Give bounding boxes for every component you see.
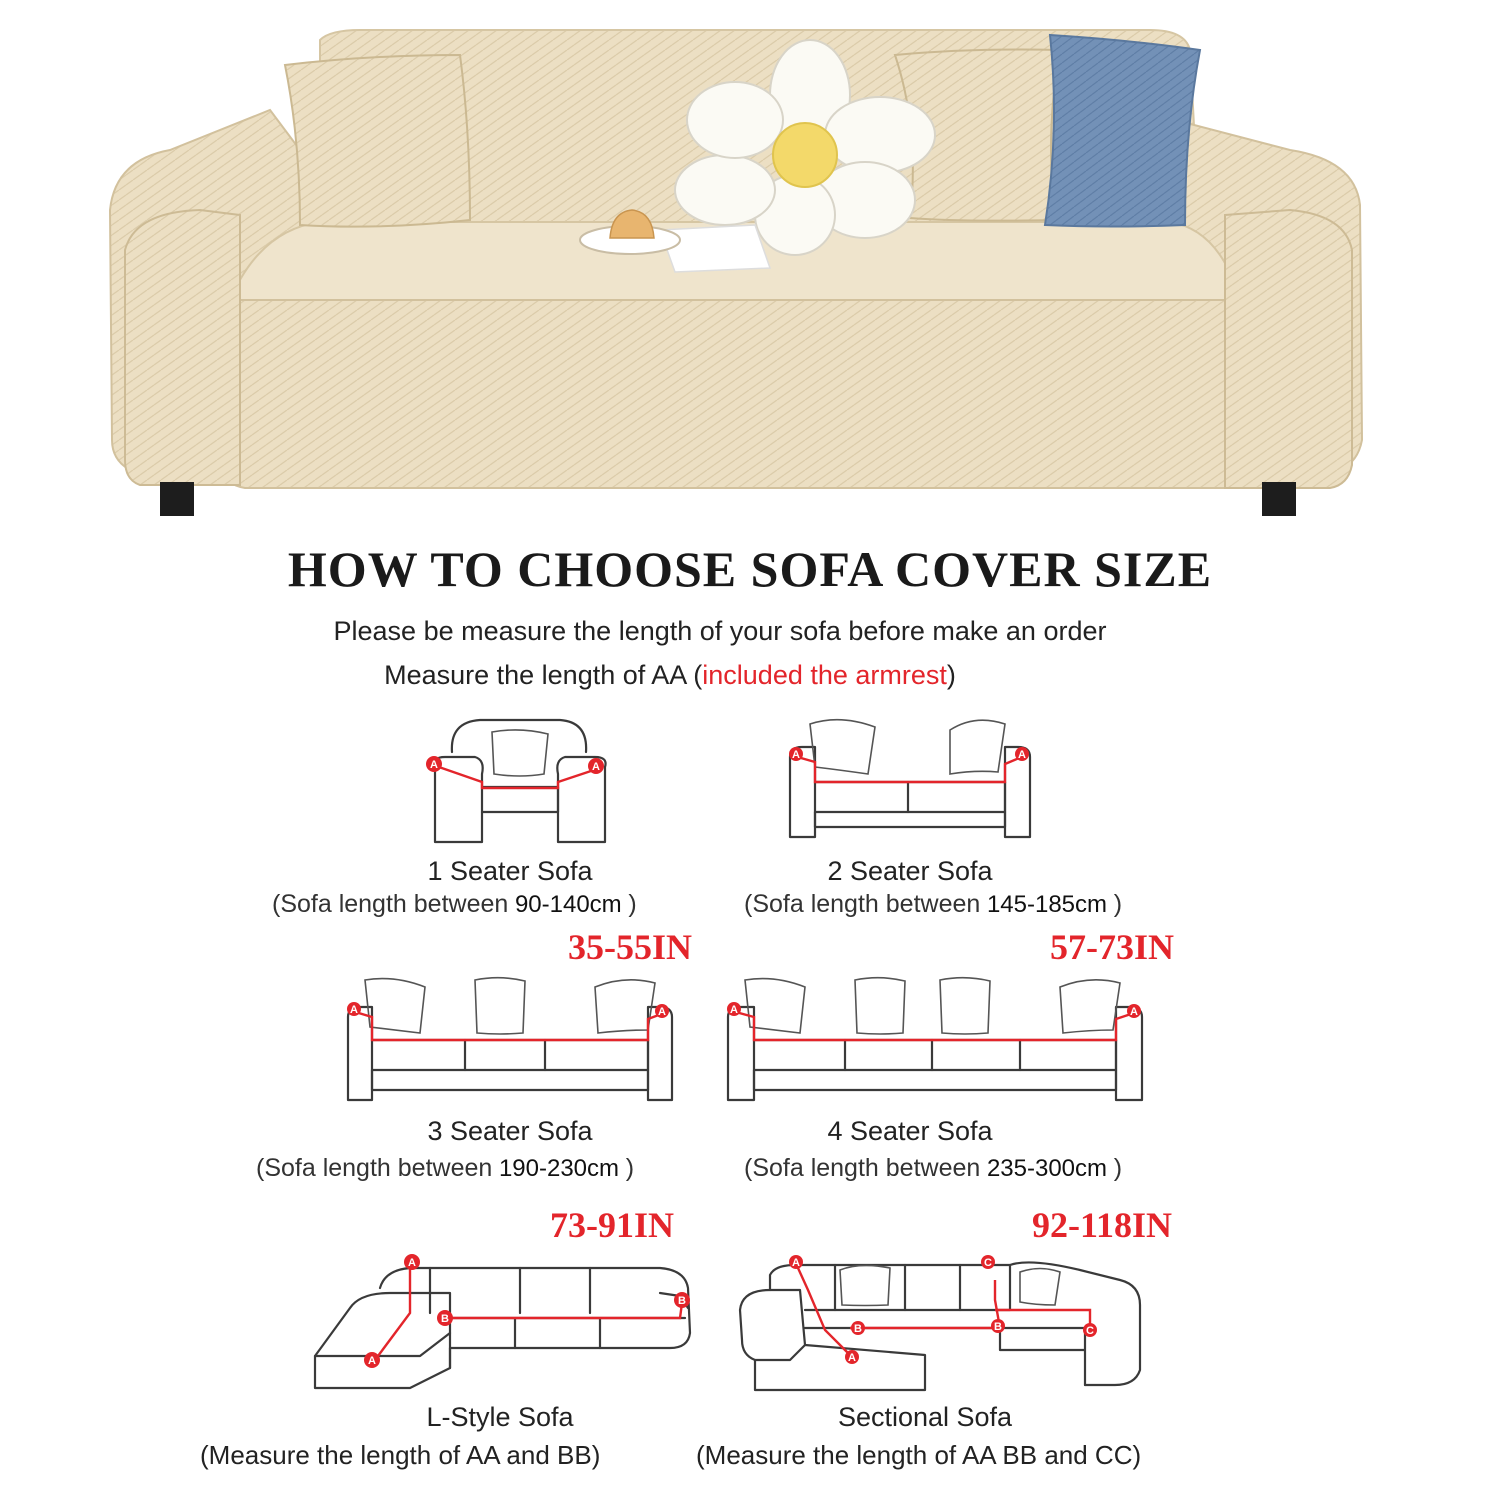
svg-text:C: C — [984, 1257, 992, 1269]
sectional-diagram — [730, 1250, 1150, 1400]
one-seater-range-prefix: (Sofa length between — [272, 890, 509, 918]
svg-text:B: B — [994, 1321, 1002, 1333]
marker-a-left — [789, 747, 803, 761]
measure-suffix: ) — [946, 660, 956, 690]
svg-text:A: A — [430, 759, 438, 771]
svg-text:A: A — [368, 1355, 376, 1367]
two-seater-range — [744, 890, 1122, 919]
svg-text:C: C — [1086, 1325, 1094, 1337]
marker-a-top — [404, 1254, 420, 1270]
two-seater-inches: 57-73IN — [1050, 927, 1174, 967]
one-seater-range-cm: 90-140cm — [514, 891, 622, 918]
one-seater-range-suffix: ) — [628, 890, 637, 918]
four-seater-range-cm: 235-300cm — [986, 1155, 1108, 1182]
l-style-note: (Measure the length of AA and BB) — [200, 1440, 601, 1470]
marker-b-left — [851, 1321, 865, 1335]
svg-text:A: A — [792, 1257, 800, 1269]
two-seater-range-suffix: ) — [1113, 890, 1123, 918]
four-seater-range-suffix: ) — [1113, 1154, 1123, 1182]
svg-text:A: A — [1018, 749, 1026, 761]
svg-text:A: A — [1130, 1006, 1138, 1018]
marker-a-right — [1015, 747, 1029, 761]
svg-text:A: A — [792, 749, 800, 761]
marker-a-left — [426, 756, 442, 772]
l-style-diagram — [300, 1248, 700, 1398]
four-seater-label: 4 Seater Sofa — [827, 1116, 993, 1146]
svg-text:B: B — [678, 1295, 686, 1307]
three-seater-range-suffix: ) — [625, 1154, 635, 1182]
three-seater-diagram — [340, 975, 680, 1110]
marker-c-top — [981, 1255, 995, 1269]
svg-text:A: A — [848, 1352, 856, 1364]
marker-a-right — [655, 1004, 669, 1018]
marker-c-right — [1083, 1323, 1097, 1337]
three-seater-label: 3 Seater Sofa — [427, 1116, 593, 1146]
four-seater-inches: 92-118IN — [1032, 1205, 1173, 1245]
measure-highlight: included the armrest — [702, 660, 947, 690]
l-style-label: L-Style Sofa — [426, 1402, 574, 1432]
three-seater-inches: 73-91IN — [550, 1205, 674, 1245]
one-seater-diagram — [420, 712, 620, 852]
marker-a-bottom — [364, 1352, 380, 1368]
three-seater-range-cm: 190-230cm — [498, 1155, 620, 1182]
sofa-product-photo — [0, 0, 1500, 540]
one-seater-inches: 35-55IN — [568, 927, 692, 967]
marker-a-left — [347, 1002, 361, 1016]
svg-text:A: A — [730, 1004, 738, 1016]
marker-a-left — [727, 1002, 741, 1016]
svg-text:A: A — [408, 1257, 416, 1269]
measure-instruction — [0, 660, 1340, 691]
two-seater-diagram — [780, 712, 1040, 842]
two-seater-range-prefix: (Sofa length between — [744, 890, 981, 918]
sectional-label: Sectional Sofa — [837, 1402, 1013, 1432]
one-seater-range — [272, 890, 637, 919]
marker-b-right — [674, 1292, 690, 1308]
svg-text:A: A — [658, 1006, 666, 1018]
two-seater-label: 2 Seater Sofa — [827, 856, 993, 886]
marker-a-top — [789, 1255, 803, 1269]
marker-b-left — [437, 1310, 453, 1326]
marker-a-bottom — [845, 1350, 859, 1364]
instruction-text: Please be measure the length of your sofa before make an order — [333, 616, 1107, 646]
measure-prefix: Measure the length of AA ( — [384, 660, 703, 690]
marker-a-right — [1127, 1004, 1141, 1018]
three-seater-range-prefix: (Sofa length between — [256, 1154, 493, 1182]
one-seater-label: 1 Seater Sofa — [427, 856, 593, 886]
svg-text:B: B — [854, 1323, 862, 1335]
svg-text:A: A — [592, 761, 600, 773]
three-seater-range — [256, 1154, 634, 1183]
four-seater-range-prefix: (Sofa length between — [744, 1154, 981, 1182]
page-title: HOW TO CHOOSE SOFA COVER SIZE — [287, 541, 1213, 597]
svg-text:A: A — [350, 1004, 358, 1016]
four-seater-diagram — [720, 975, 1150, 1110]
four-seater-range — [744, 1154, 1122, 1183]
marker-b-right — [991, 1319, 1005, 1333]
sectional-note: (Measure the length of AA BB and CC) — [696, 1440, 1142, 1470]
two-seater-range-cm: 145-185cm — [986, 891, 1108, 918]
svg-text:B: B — [441, 1313, 449, 1325]
marker-a-right — [588, 758, 604, 774]
